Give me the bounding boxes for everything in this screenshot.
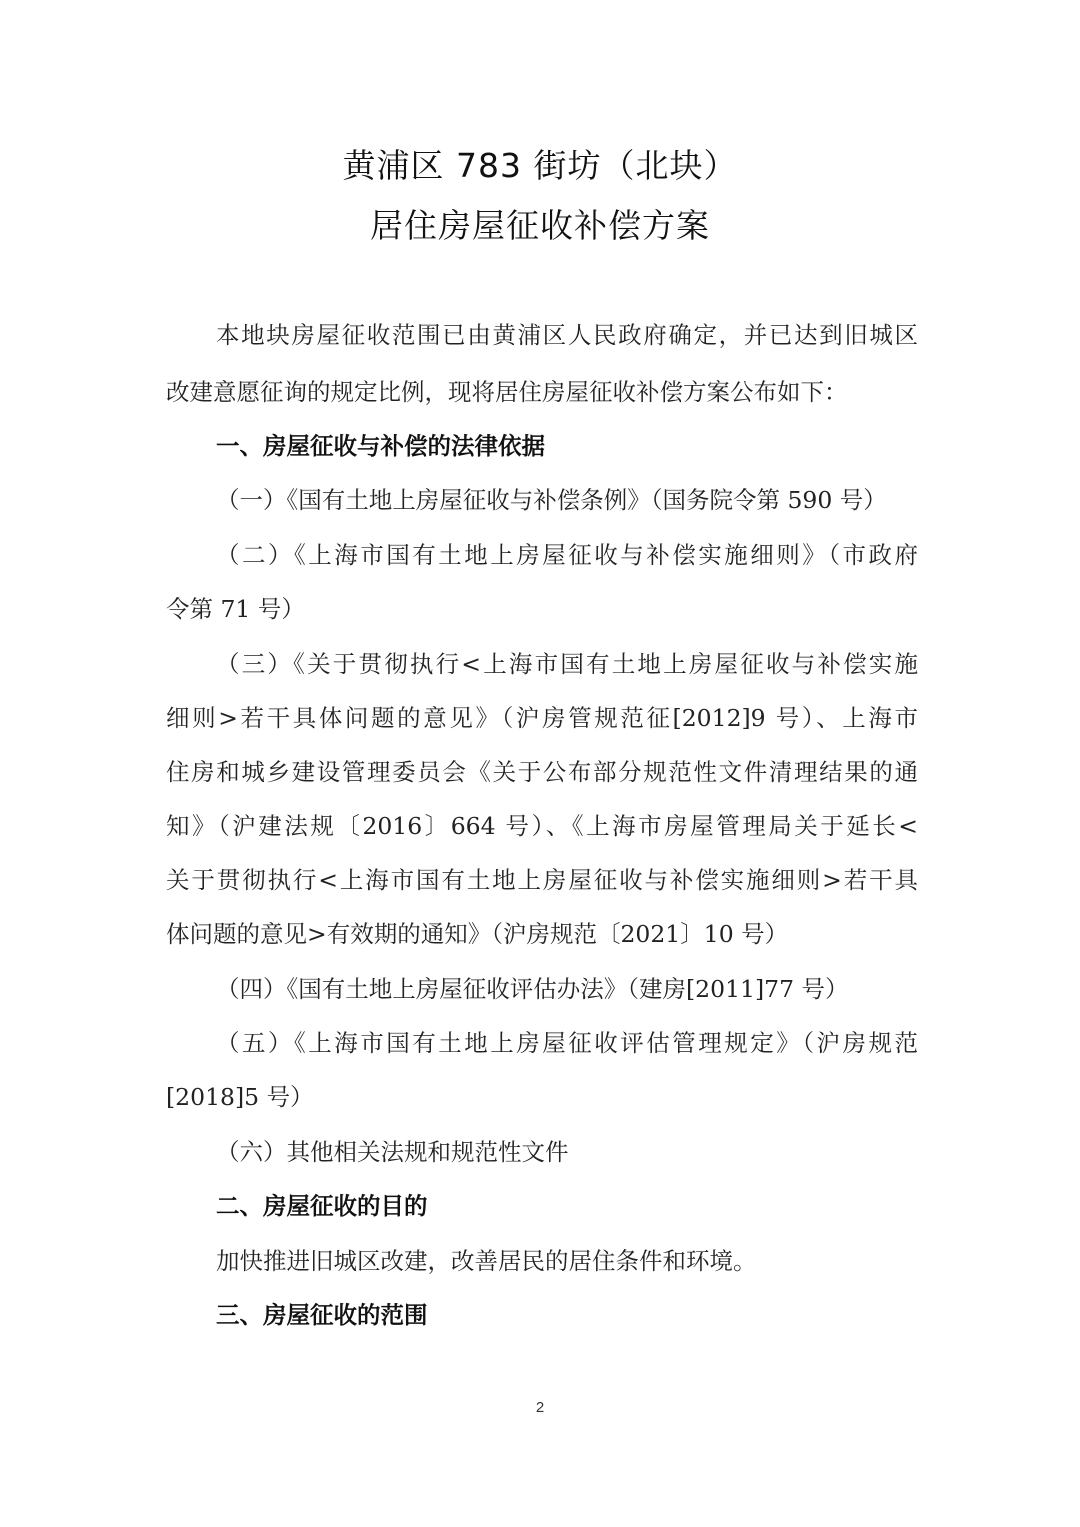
section-heading: 一、房屋征收与补偿的法律依据 xyxy=(216,432,545,460)
clause-line: 知》（沪建法规〔2016〕664 号）、《上海市房屋管理局关于延长< xyxy=(166,812,918,840)
clause-line: （六）其他相关法规和规范性文件 xyxy=(216,1138,569,1166)
page-number: 2 xyxy=(535,1399,545,1416)
document-title-line1: 黄浦区 783 街坊（北块） xyxy=(342,146,738,185)
clause-line: （一）《国有土地上房屋征收与补偿条例》（国务院令第 590 号） xyxy=(216,486,887,514)
clause-line: （三）《关于贯彻执行<上海市国有土地上房屋征收与补偿实施 xyxy=(216,650,918,678)
section-heading: 二、房屋征收的目的 xyxy=(216,1192,428,1220)
clause-line: 细则>若干具体问题的意见》（沪房管规范征[2012]9 号）、上海市 xyxy=(166,704,918,732)
clause-line: （二）《上海市国有土地上房屋征收与补偿实施细则》（市政府 xyxy=(216,541,918,569)
intro-paragraph-line: 本地块房屋征收范围已由黄浦区人民政府确定，并已达到旧城区 xyxy=(216,321,918,349)
clause-line: （四）《国有土地上房屋征收评估办法》（建房[2011]77 号） xyxy=(216,975,849,1003)
document-title-line2: 居住房屋征收补偿方案 xyxy=(370,206,710,245)
clause-line: 令第 71 号） xyxy=(166,595,305,623)
section-heading: 三、房屋征收的范围 xyxy=(216,1301,428,1329)
clause-line: 关于贯彻执行<上海市国有土地上房屋征收与补偿实施细则>若干具 xyxy=(166,866,918,894)
body-text-line: 加快推进旧城区改建，改善居民的居住条件和环境。 xyxy=(216,1247,757,1275)
clause-line: （五）《上海市国有土地上房屋征收评估管理规定》（沪房规范 xyxy=(216,1029,918,1057)
clause-line: 体问题的意见>有效期的通知》（沪房规范〔2021〕10 号） xyxy=(166,920,789,948)
clause-line: [2018]5 号） xyxy=(166,1083,314,1111)
intro-paragraph-line: 改建意愿征询的规定比例，现将居住房屋征收补偿方案公布如下： xyxy=(166,378,848,406)
clause-line: 住房和城乡建设管理委员会《关于公布部分规范性文件清理结果的通 xyxy=(166,758,918,786)
